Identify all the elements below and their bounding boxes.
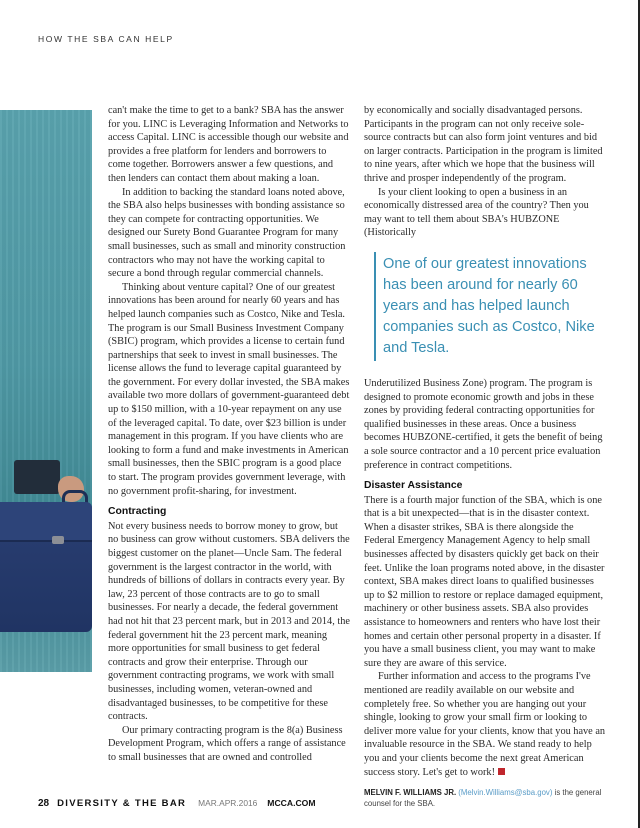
pull-quote: One of our greatest innovations has been around for nearly 60 years and has helped launch companies such as Costco, Nike and Tesla.: [374, 252, 606, 361]
briefcase-flap: [0, 502, 92, 542]
body-paragraph: by economically and socially disadvantaged persons. Participants in the program can not only receive sole-source contracts but can also form joint ventures and bid on larger contracts. Participation in the program is limited to nine years, after which we hope that the business will thrive and prosper independently of the program.: [364, 105, 603, 184]
end-mark-icon: [498, 768, 505, 775]
page-number: 28: [38, 798, 50, 809]
author-name: MELVIN F. WILLIAMS JR.: [364, 788, 457, 798]
author-email-link[interactable]: (Melvin.Williams@sba.gov): [458, 788, 553, 798]
contracting-heading: Contracting: [108, 506, 167, 518]
author-byline: [364, 787, 606, 809]
body-paragraph: can't make the time to get to a bank? SBA has the answer for you. LINC is Leveraging Information and Networks to access Capital. LINC is accessible though our website and provides a free platform for lenders and borrowers to come together. Borrowers answer a few questions, and then lenders can contact them about making a loan.: [108, 105, 349, 184]
closing-text: Further information and access to the programs I've mentioned are readily available on our website and completely free. So whether you are hanging out your shingle, looking to grow your small firm or looking to deliver more value for your clients, know that you have an invaluable resource in the SBA. We stand ready to help you and your clients become the next great American success story. Let's get to work!: [364, 671, 606, 778]
disaster-assistance-heading: Disaster Assistance: [364, 480, 463, 492]
body-paragraph: There is a fourth major function of the SBA, which is one that is a bit unexpected—that is in the disaster context. When a disaster strikes, SBA is there alongside the Federal Emergency Management Agency to help small businesses affected by disasters quickly get back on their feet. Unlike the loan programs noted above, in the disaster context, SBA makes direct loans to qualified businesses up to $2 million to restore or replace damaged equipment, machinery or other business assets. SBA also provides assistance to homeowners and renters who have lost their homes and certain other personal property in a disaster. If you have a small business client, you may want to make sure they are aware of this service.: [364, 494, 605, 669]
page-footer: [38, 798, 316, 809]
issue-date: MAR.APR.2016: [198, 798, 258, 808]
closing-paragraph: [364, 670, 606, 779]
magazine-title: DIVERSITY & THE BAR: [57, 798, 187, 809]
right-column: [364, 104, 606, 809]
body-paragraph: Our primary contracting program is the 8(a) Business Development Program, which offers a range of assistance to small businesses that are owned and controlled: [108, 724, 346, 763]
briefcase-clasp: [52, 536, 64, 544]
section-header: HOW THE SBA CAN HELP: [38, 34, 174, 44]
body-paragraph: Underutilized Business Zone) program. The program is designed to promote economic growth and jobs in these zones by providing federal contracting opportunities for qualified businesses in these areas. Once a business becomes HUBZONE-certified, it gets the benefit of being a sole source contractor and a 10 percent price evaluation preference in contract competitions.: [364, 377, 603, 471]
left-column: [108, 104, 350, 765]
briefcase-photo: [0, 110, 92, 672]
photo-sleeve: [14, 460, 60, 494]
body-paragraph: Is your client looking to open a business in an economically distressed area of the country? Then you may want to tell them about SBA's HUBZONE (Historically: [364, 186, 589, 239]
author-role: is the general counsel for the SBA.: [364, 788, 602, 809]
body-paragraph: Thinking about venture capital? One of our greatest innovations has been around for nearly 60 years and has helped launch companies such as Costco, Nike and Tesla. The program is our Small Business Investment Company (SBIC) program, which provides a license to certain fund partnerships that seek to invest in small businesses. The license allows the fund to leverage capital guaranteed by the government. For every dollar invested, the SBA makes available two more dollars of government-guaranteed debt up to $150 million, with a 10-year repayment on any use of the leveraged capital. To date, over $23 billion is under management in this program. If you have clients who are looking to form a fund and make investments in American small businesses, then the SBIC program is a good place to start. The program provides government leverage, with no government profit-sharing, for investment.: [108, 281, 350, 497]
body-paragraph: Not every business needs to borrow money to grow, but no business can grow without customers. SBA delivers the biggest customer on the planet—Uncle Sam. The federal government is the largest contractor in the world, with hundreds of billions of dollars in contracts every year. By law, 23 percent of those contracts are to go to small businesses. For nearly a decade, the federal government had not hit that 23 percent mark, but in 2013 and 2014, the federal government hit the 23 percent mark, meaning more opportunities for small business to get federal contracts and grow their enterprise. Through our government contracting programs, we work with small businesses, including women, veteran-owned and disadvantaged businesses, to be competitive for these contracts.: [108, 520, 350, 723]
website-link[interactable]: MCCA.COM: [267, 798, 316, 808]
body-paragraph: In addition to backing the standard loans noted above, the SBA also helps businesses with bonding assistance so they can compete for contracting opportunities. We designed our Surety Bond Guarantee Program for many small businesses, such as small and minority construction contractors who may not have the working capital to secure a bond through regular commercial channels.: [108, 186, 346, 280]
